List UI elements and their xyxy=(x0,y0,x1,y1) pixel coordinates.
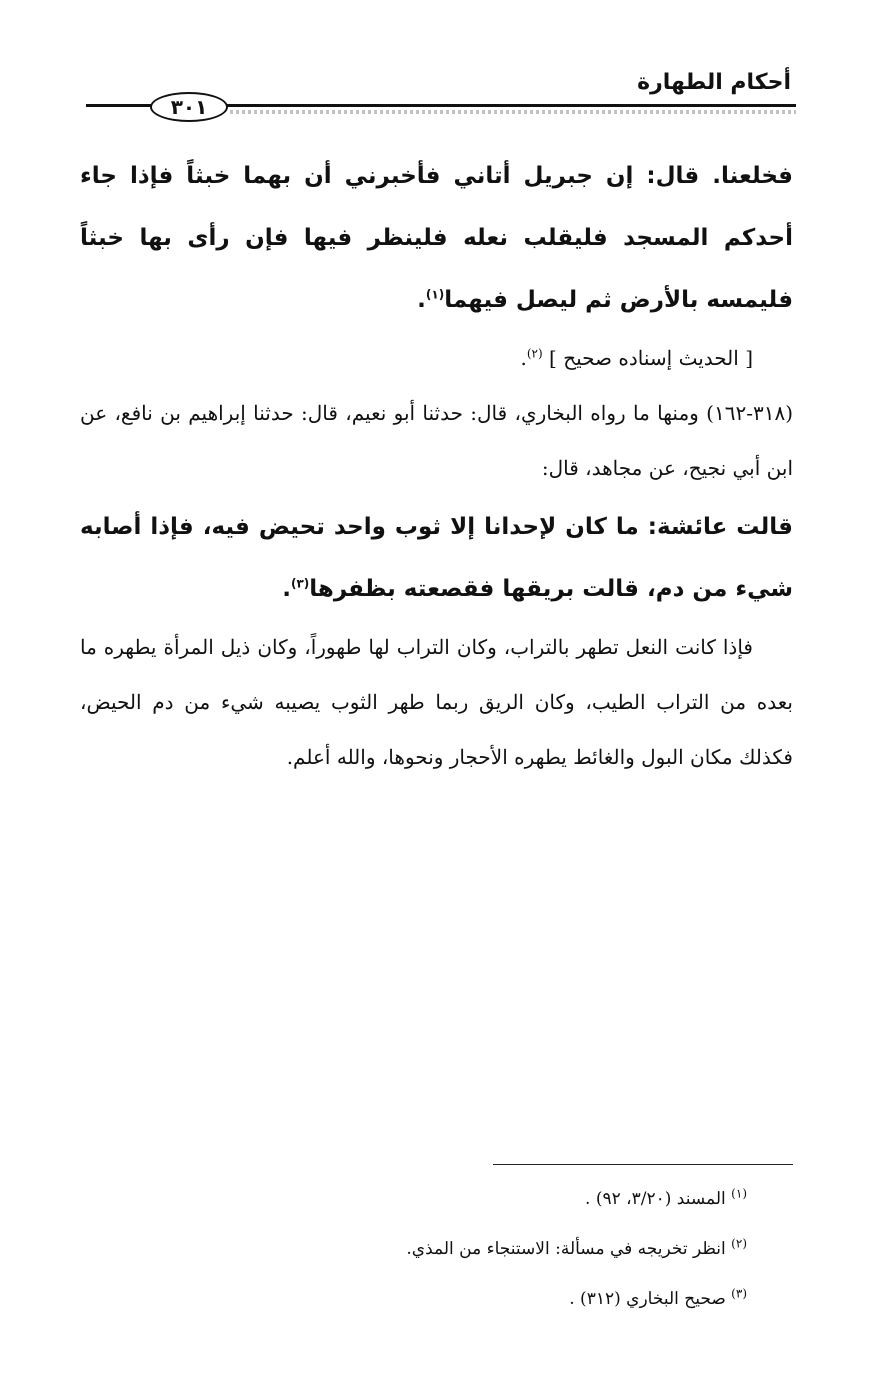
footnote-number-1: (١) xyxy=(731,1186,747,1201)
header-rule-dotted xyxy=(230,110,796,114)
page-number: ٣٠١ xyxy=(150,92,228,122)
footnote-3 xyxy=(80,1274,747,1324)
page-body xyxy=(80,145,793,785)
running-header-title: أحكام الطهارة xyxy=(637,70,791,95)
chain-paragraph: (٣١٨-١٦٢) ومنها ما رواه البخاري، قال: حدثنا أبو نعيم، قال: حدثنا إبراهيم بن نافع، عن ابن أبي نجيح، عن مجاهد، قال: xyxy=(80,401,793,480)
period-1: . xyxy=(417,287,426,313)
commentary-paragraph: فإذا كانت النعل تطهر بالتراب، وكان التراب لها طهوراً، وكان ذيل المرأة يطهره ما بعده من التراب الطيب، وكان الريق ربما طهر الثوب يصيبه شيء من دم الحيض، فكذلك مكان البول والغائط يطهره الأحجار ونحوها، والله أعلم. xyxy=(80,635,794,769)
period-2: . xyxy=(520,346,527,370)
footnote-ref-1[interactable]: (١) xyxy=(425,287,445,302)
period-3: . xyxy=(282,576,291,602)
footnote-2 xyxy=(80,1224,747,1274)
footnote-text-1: المسند (٣/٢٠، ٩٢) . xyxy=(585,1189,726,1209)
hadith-text-2: قالت عائشة: ما كان لإحدانا إلا ثوب واحد تحيض فيه، فإذا أصابه شيء من دم، قالت بريقها فقصعته بظفرها xyxy=(80,514,793,602)
hadith-text-1: فخلعنا. قال: إن جبريل أتاني فأخبرني أن بهما خبثاً فإذا جاء أحدكم المسجد فليقلب نعله فلينظر فيها فإن رأى بها خبثاً فليمسه بالأرض ثم ليصل فيهما xyxy=(80,163,793,313)
grading-text: [ الحديث إسناده صحيح ] xyxy=(549,346,753,370)
grading-paragraph xyxy=(80,331,793,386)
footnote-number-2: (٢) xyxy=(731,1236,747,1251)
footnote-ref-3[interactable]: (٣) xyxy=(290,576,310,591)
footnote-number-3: (٣) xyxy=(731,1286,747,1301)
footnote-text-3: صحيح البخاري (٣١٢) . xyxy=(569,1289,726,1309)
hadith-paragraph-2 xyxy=(80,496,793,620)
footnotes xyxy=(80,1174,747,1324)
footnote-ref-2[interactable]: (٢) xyxy=(526,346,543,361)
footnote-1 xyxy=(80,1174,747,1224)
footnote-separator xyxy=(493,1164,793,1165)
hadith-paragraph-1 xyxy=(80,145,793,331)
footnote-text-2: انظر تخريجه في مسألة: الاستنجاء من المذي. xyxy=(406,1239,726,1259)
